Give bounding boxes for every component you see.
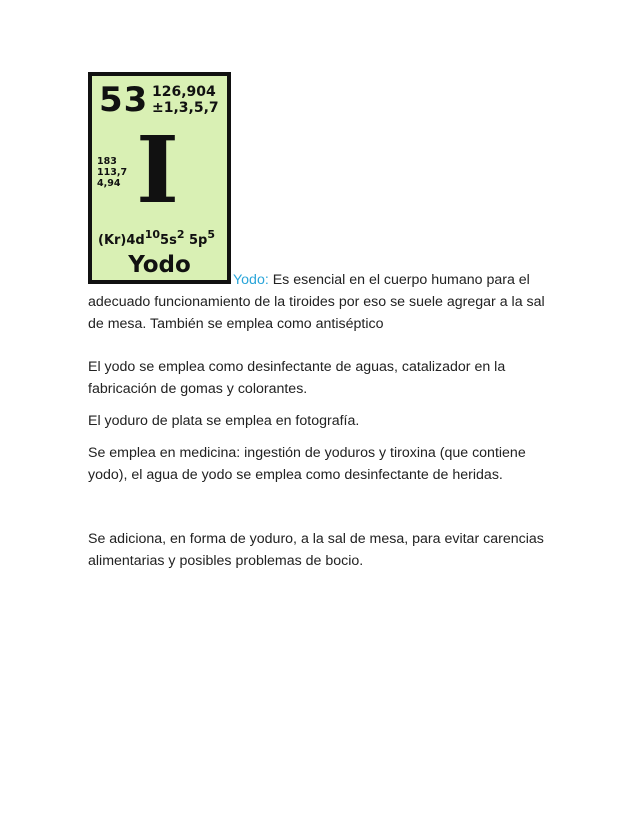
paragraph-fotografia: El yoduro de plata se emplea en fotografía. <box>88 413 360 429</box>
config-superscript: 2 <box>176 228 185 241</box>
element-name: Yodo <box>128 252 191 278</box>
config-tail: 5p <box>184 233 208 248</box>
lead-label: Yodo: <box>233 272 269 288</box>
paragraph-sal-de-mesa: Se adiciona, en forma de yoduro, a la sal de mesa, para evitar carencias alimentarias y posibles problemas de bocio. <box>88 531 544 569</box>
paragraph-medicina: Se emplea en medicina: ingestión de yoduros y tiroxina (que contiene yodo), el agua de yodo se emplea como desinfectante de heridas. <box>88 445 526 483</box>
element-symbol: I <box>136 116 180 224</box>
config-superscript: 10 <box>144 228 161 241</box>
config-base: (Kr)4d <box>98 233 145 248</box>
property-value: 113,7 <box>97 167 128 178</box>
oxidation-states: ±1,3,5,7 <box>152 100 219 116</box>
electron-configuration <box>98 228 215 248</box>
config-mid: 5s <box>160 233 177 248</box>
element-properties <box>97 156 127 189</box>
paragraph-desinfectante: El yodo se emplea como desinfectante de aguas, catalizador en la fabricación de gomas y colorantes. <box>88 359 506 397</box>
lead-rest: Es esencial en el cuerpo humano para el <box>268 272 530 288</box>
periodic-element-tile <box>88 72 231 284</box>
property-value: 4,94 <box>97 178 121 189</box>
paragraph-tiroides: adecuado funcionamiento de la tiroides por eso se suele agregar a la sal de mesa. También se emplea como antiséptico <box>88 294 545 332</box>
config-superscript: 5 <box>207 228 216 241</box>
lead-line <box>233 270 530 292</box>
property-value: 183 <box>97 156 117 167</box>
atomic-mass: 126,904 <box>152 84 216 100</box>
atomic-number: 53 <box>99 80 149 120</box>
